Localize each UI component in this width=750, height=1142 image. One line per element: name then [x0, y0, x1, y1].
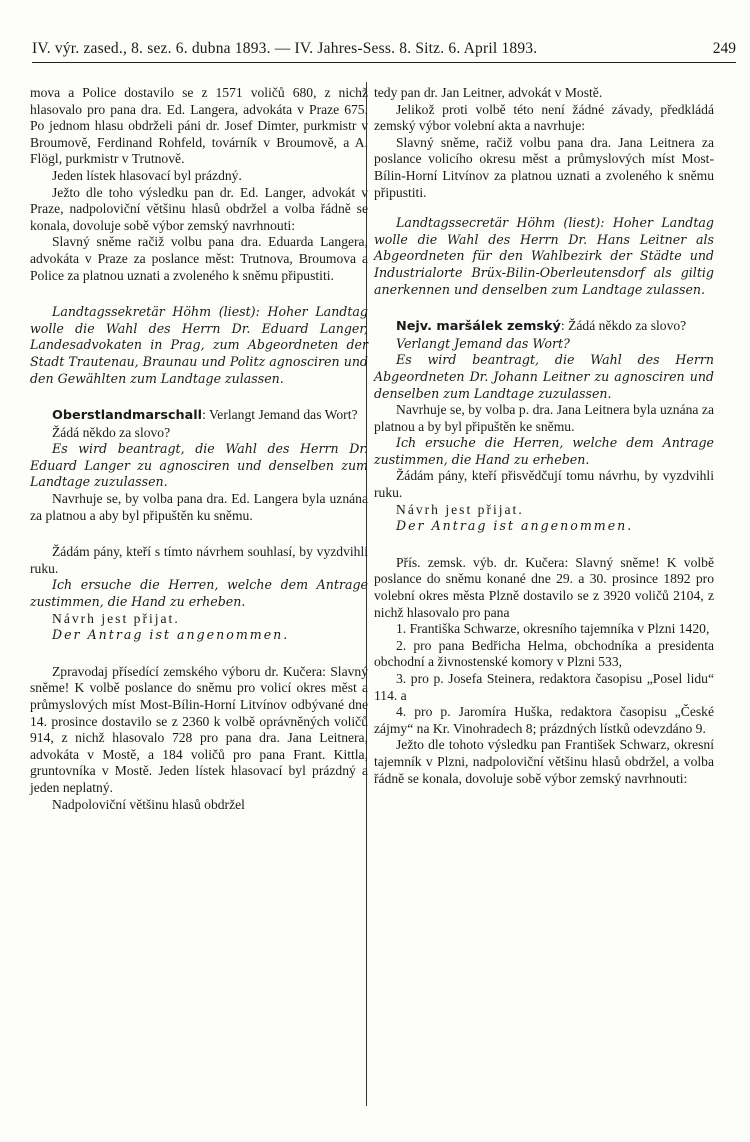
- speech-paragraph: Zpravodaj přísedící zemského výboru dr. Kučera: Slavný sněme! K volbě poslance do sněmu pro volicí okres měst a průmyslových míst Most-Bílin-Horní Litvínov odbývané dne 14. prosince dostavilo se z 2360 k volbě oprávněných voličů 914, z nichž hlasovalo 728 pro pana dra. Jana Leitnera, advokáta v Mostě, a 184 voličů pro pana Frant. Kittla, gruntovníka v Mostě. Jeden lístek hlasovací byl prázdný a jeden neplatný.: [30, 663, 368, 795]
- paragraph: Jeden lístek hlasovací byl prázdný.: [52, 167, 242, 183]
- paragraph: tedy pan dr. Jan Leitner, advokát v Mostě.: [374, 85, 603, 100]
- paragraph: Návrh jest přijat.: [52, 610, 180, 626]
- speaker-name: Přís. zemsk. výb. dr. Kučera: [396, 554, 565, 570]
- list-item: 2. pro pana Bedřicha Helma, obchodníka a presidenta obchodní a živnostenské komory v Plzni 533,: [374, 637, 714, 670]
- speech-paragraph: Nejv. maršálek zemský: Žádá někdo za slovo?: [396, 318, 687, 335]
- speech-paragraph: Oberstlandmarschall: Verlangt Jemand das Wort?: [52, 407, 358, 424]
- paragraph: Nadpoloviční většinu hlasů obdržel: [52, 796, 245, 812]
- paragraph: Der Antrag ist angenommen.: [52, 627, 290, 643]
- right-column: [374, 85, 714, 787]
- speaker-name: Nejv. maršálek zemský: [396, 319, 561, 335]
- paragraph: Ježto dle tohoto výsledku pan František Schwarz, okresní tajemník v Plzni, nadpoloviční většinu hlasů obdržel, a volba řádně se konala, dovoluje sobě výbor zemský navrhnouti:: [374, 737, 714, 786]
- speech-paragraph: Landtagssekretär Höhm (liest): Hoher Landtag wolle die Wahl des Herrn Dr. Eduard Langer, Landesadvokaten in Prag, zum Abgeordneten der Stadt Trautenau, Braunau und Politz agnosciren und den Gewählten zum Landtage zulassen.: [30, 304, 368, 386]
- paragraph: Es wird beantragt, die Wahl des Herrn Dr. Eduard Langer zu agnosciren und denselben zum Landtage zuzulassen.: [30, 441, 368, 490]
- paragraph: Es wird beantragt, die Wahl des Herrn Abgeordneten Dr. Johann Leitner zu agnosciren und denselben zum Landtage zuzulassen.: [374, 352, 714, 401]
- paragraph: Žádám pány, kteří s tímto návrhem souhlasí, by vyzdvihli ruku.: [30, 544, 368, 576]
- list-item: 1. Františka Schwarze, okresního tajemníka v Plzni 1420,: [396, 621, 710, 637]
- paragraph: Slavný sněme, račiž volbu pana dra. Jana Leitnera za poslance volicího okresu měst a průmyslových míst Most-Bílin-Horní Litvínov za platnou uznati a zvoleného k sněmu připustiti.: [374, 134, 714, 200]
- paragraph: Navrhuje se, by volba pana dra. Ed. Langera byla uznána za platnou a aby byl připuštěn ku sněmu.: [30, 491, 368, 523]
- left-column: [30, 85, 368, 813]
- paragraph: Navrhuje se, by volba p. dra. Jana Leitnera byla uznána za platnou a by byl připuštěn ke sněmu.: [374, 402, 714, 434]
- paragraph: Návrh jest přijat.: [396, 501, 524, 517]
- speech-paragraph: Landtagssecretär Höhm (liest): Hoher Landtag wolle die Wahl des Herrn Dr. Hans Leitner als Abgeordneten für den Wahlbezirk der Städte und Industrialorte Brüx-Bilin-Oberleutensdorf als giltig anerkennen und denselben zum Landtage zulassen.: [374, 215, 714, 297]
- paragraph: Verlangt Jemand das Wort?: [396, 335, 570, 351]
- paragraph: Žádá někdo za slovo?: [52, 424, 171, 440]
- paragraph: Der Antrag ist angenommen.: [396, 518, 634, 534]
- list-item: 3. pro p. Josefa Steinera, redaktora časopisu „Posel lidu“ 114. a: [374, 671, 714, 703]
- speaker-name: Zpravodaj přísedící zemského výboru dr. Kučera: [52, 663, 323, 679]
- paragraph: Slavný sněme račiž volbu pana dra. Eduarda Langera, advokáta v Praze za poslance měst: Trutnova, Broumova a Police za platnou uznati a zvoleného k sněmu připustiti.: [30, 234, 368, 283]
- speech-paragraph: Přís. zemsk. výb. dr. Kučera: Slavný sněme! K volbě poslance do sněmu konané dne 29. a 30. prosince 1892 pro volební okres města Plzně dostavilo se z 3920 voličů 2104, z nichž hlasovalo pro pana: [374, 554, 714, 620]
- speaker-name: Oberstlandmarschall: [52, 408, 203, 424]
- running-title: IV. výr. zased., 8. sez. 6. dubna 1893. — IV. Jahres-Sess. 8. Sitz. 6. April 1893.: [32, 40, 538, 57]
- paragraph: Žádám pány, kteří přisvědčují tomu návrhu, by vyzdvihli ruku.: [374, 468, 714, 501]
- page-number: 249: [712, 40, 736, 57]
- paragraph: Ich ersuche die Herren, welche dem Antrage zustimmen, die Hand zu erheben.: [30, 577, 368, 610]
- list-item: 4. pro p. Jaromíra Huška, redaktora časopisu „České zájmy“ na Kr. Vinohradech 8; prázdných lístků odevzdáno 9.: [374, 704, 714, 736]
- paragraph: Ježto dle toho výsledku pan dr. Ed. Langer, advokát v Praze, nadpoloviční většinu hlasů obdržel a volba řádně se konala, dovoluje sobě výbor zemský navrhnouti:: [30, 184, 368, 233]
- speaker-name: Landtagssekretär Höhm: [52, 304, 212, 320]
- paragraph: Jelikož proti volbě této není žádné závady, předkládá zemský výbor volební akta a navrhuje:: [374, 101, 714, 134]
- speaker-name: Landtagssecretär Höhm: [396, 215, 556, 231]
- page-header: [32, 36, 736, 63]
- paragraph: Ich ersuche die Herren, welche dem Antrage zustimmen, die Hand zu erheben.: [374, 435, 714, 467]
- paragraph: mova a Police dostavilo se z 1571 voličů 680, z nichž hlasovalo pro pana dra. Ed. Langera, advokáta v Praze 675. Po jednom hlasu obdrželi páni dr. Josef Dimter, purkmistr v Broumově, Ferdinand Rohfeld, továrník v Broumově, a A. Flögl, purkmistr v Trutnově.: [30, 85, 368, 167]
